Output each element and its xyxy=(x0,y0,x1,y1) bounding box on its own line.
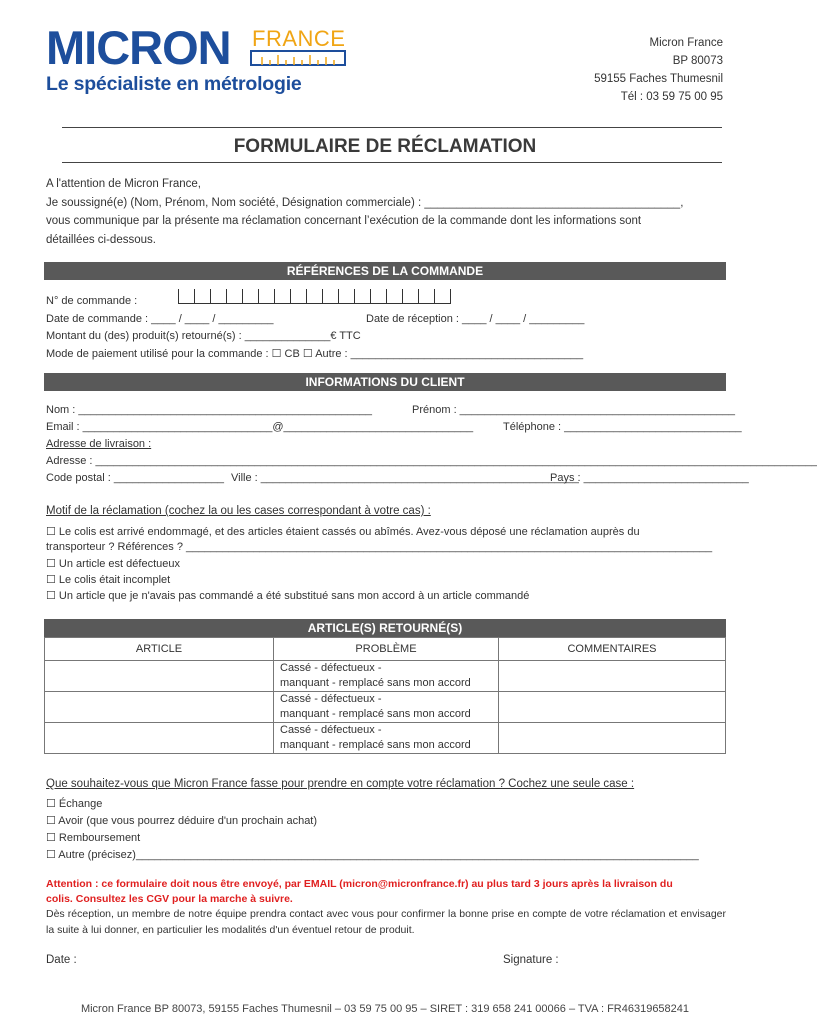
section-header-articles: ARTICLE(S) RETOURNÉ(S) xyxy=(44,619,726,637)
articles-table xyxy=(44,637,726,754)
comment-cell[interactable] xyxy=(499,723,726,754)
motif-title: Motif de la réclamation (cochez la ou les cases correspondant à votre cas) : xyxy=(46,505,431,517)
signature-field[interactable]: Signature : xyxy=(503,954,559,966)
intro-line: A l'attention de Micron France, xyxy=(46,178,201,190)
date-field[interactable]: Date : xyxy=(46,954,77,966)
article-cell[interactable] xyxy=(45,692,274,723)
ruler-icon xyxy=(250,50,346,66)
wish-title: Que souhaitez-vous que Micron France fasse pour prendre en compte votre réclamation ? Cochez une seule case : xyxy=(46,778,635,790)
email-field[interactable]: Email : _______________________________@_______________________________ xyxy=(46,421,474,433)
payment-mode-field[interactable]: Mode de paiement utilisé pour la commande : ☐ CB ☐ Autre : ______________________________________ xyxy=(46,348,584,360)
intro-line: détaillées ci-dessous. xyxy=(46,233,156,246)
address-field[interactable]: Adresse : ______________________________________________________________________________________________________________________ xyxy=(46,455,817,467)
problem-cell[interactable]: Cassé - défectueux - manquant - remplacé sans mon accord xyxy=(274,661,499,692)
page-title: FORMULAIRE DE RÉCLAMATION xyxy=(233,136,537,157)
intro-line: vous communique par la présente ma réclamation concernant l’exécution de la commande dont les informations sont xyxy=(46,215,642,227)
intro-line[interactable]: Je soussigné(e) (Nom, Prénom, Nom société, Désignation commerciale) : ________________________________________, xyxy=(46,196,684,209)
warning-line: Attention : ce formulaire doit nous être envoyé, par EMAIL (micron@micronfrance.fr) au plus tard 3 jours après la livraison du xyxy=(46,878,673,890)
carrier-reference-field[interactable]: transporteur ? Références ? ______________________________________________________________________________________ xyxy=(46,541,713,553)
wish-option-other[interactable]: ☐ Autre (précisez)____________________________________________________________________________________________ xyxy=(46,849,699,861)
company-tel: Tél : 03 59 75 00 95 xyxy=(620,91,723,103)
company-city: 59155 Faches Thumesnil xyxy=(594,73,723,85)
divider xyxy=(62,127,722,128)
postal-code-field[interactable]: Code postal : __________________ xyxy=(46,472,224,484)
section-header-commande: RÉFÉRENCES DE LA COMMANDE xyxy=(44,262,726,280)
order-number-field[interactable] xyxy=(178,289,451,307)
comment-cell[interactable] xyxy=(499,692,726,723)
section-header-client: INFORMATIONS DU CLIENT xyxy=(44,373,726,391)
name-field[interactable]: Nom : ________________________________________________ xyxy=(46,404,373,416)
followup-text: Dès réception, un membre de notre équipe prendra contact avec vous pour confirmer la bonne prise en compte de votre réclamation et envisager la suite à lui donner, en particulier les modalités d'un éventuel retour de produit. xyxy=(46,908,726,936)
country-field[interactable]: Pays : ___________________________ xyxy=(550,472,749,484)
table-row xyxy=(45,723,726,754)
motif-option-damaged[interactable]: ☐ Le colis est arrivé endommagé, et des articles étaient cassés ou abîmés. Avez-vous déposé une réclamation auprès du xyxy=(46,526,640,538)
problem-cell[interactable]: Cassé - défectueux - manquant - remplacé sans mon accord xyxy=(274,723,499,754)
motif-option-defective[interactable]: ☐ Un article est défectueux xyxy=(46,558,180,570)
logo-brand: MICRON xyxy=(46,21,231,74)
logo-tagline: Le spécialiste en métrologie xyxy=(46,73,302,95)
table-row xyxy=(45,692,726,723)
amount-field[interactable]: Montant du (des) produit(s) retourné(s) : ______________€ TTC xyxy=(46,330,361,342)
article-cell[interactable] xyxy=(45,661,274,692)
comment-cell[interactable] xyxy=(499,661,726,692)
divider xyxy=(62,162,722,163)
wish-option-refund[interactable]: ☐ Remboursement xyxy=(46,832,141,844)
motif-option-incomplete[interactable]: ☐ Le colis était incomplet xyxy=(46,574,171,586)
intro-paragraph xyxy=(46,175,726,249)
column-header: ARTICLE xyxy=(45,638,274,661)
order-date-field[interactable]: Date de commande : ____ / ____ / _________ xyxy=(46,313,274,325)
problem-cell[interactable]: Cassé - défectueux - manquant - remplacé sans mon accord xyxy=(274,692,499,723)
wish-option-credit[interactable]: ☐ Avoir (que vous pourrez déduire d'un prochain achat) xyxy=(46,815,318,827)
wish-option-exchange[interactable]: ☐ Échange xyxy=(46,798,103,810)
phone-field[interactable]: Téléphone : _____________________________ xyxy=(503,421,742,433)
article-cell[interactable] xyxy=(45,723,274,754)
order-number-label: N° de commande : xyxy=(46,295,138,307)
column-header: PROBLÈME xyxy=(274,638,499,661)
logo-sub: FRANCE xyxy=(252,26,346,51)
warning-notice xyxy=(46,877,726,907)
firstname-field[interactable]: Prénom : _____________________________________________ xyxy=(412,404,735,416)
warning-line: colis. Consultez les CGV pour la marche à suivre. xyxy=(46,893,293,905)
delivery-address-label: Adresse de livraison : xyxy=(46,438,152,450)
company-bp: BP 80073 xyxy=(672,55,723,67)
company-address xyxy=(594,34,723,106)
motif-option-substituted[interactable]: ☐ Un article que je n'avais pas commandé a été substitué sans mon accord à un article commandé xyxy=(46,590,530,602)
column-header: COMMENTAIRES xyxy=(499,638,726,661)
footer: Micron France BP 80073, 59155 Faches Thumesnil – 03 59 75 00 95 – SIRET : 319 658 241 00066 – TVA : FR46319658241 xyxy=(80,1003,690,1015)
reception-date-field[interactable]: Date de réception : ____ / ____ / _________ xyxy=(366,313,585,325)
company-name: Micron France xyxy=(649,37,723,49)
table-header-row xyxy=(45,638,726,661)
table-row xyxy=(45,661,726,692)
city-field[interactable]: Ville : ____________________________________________________ xyxy=(231,472,579,484)
